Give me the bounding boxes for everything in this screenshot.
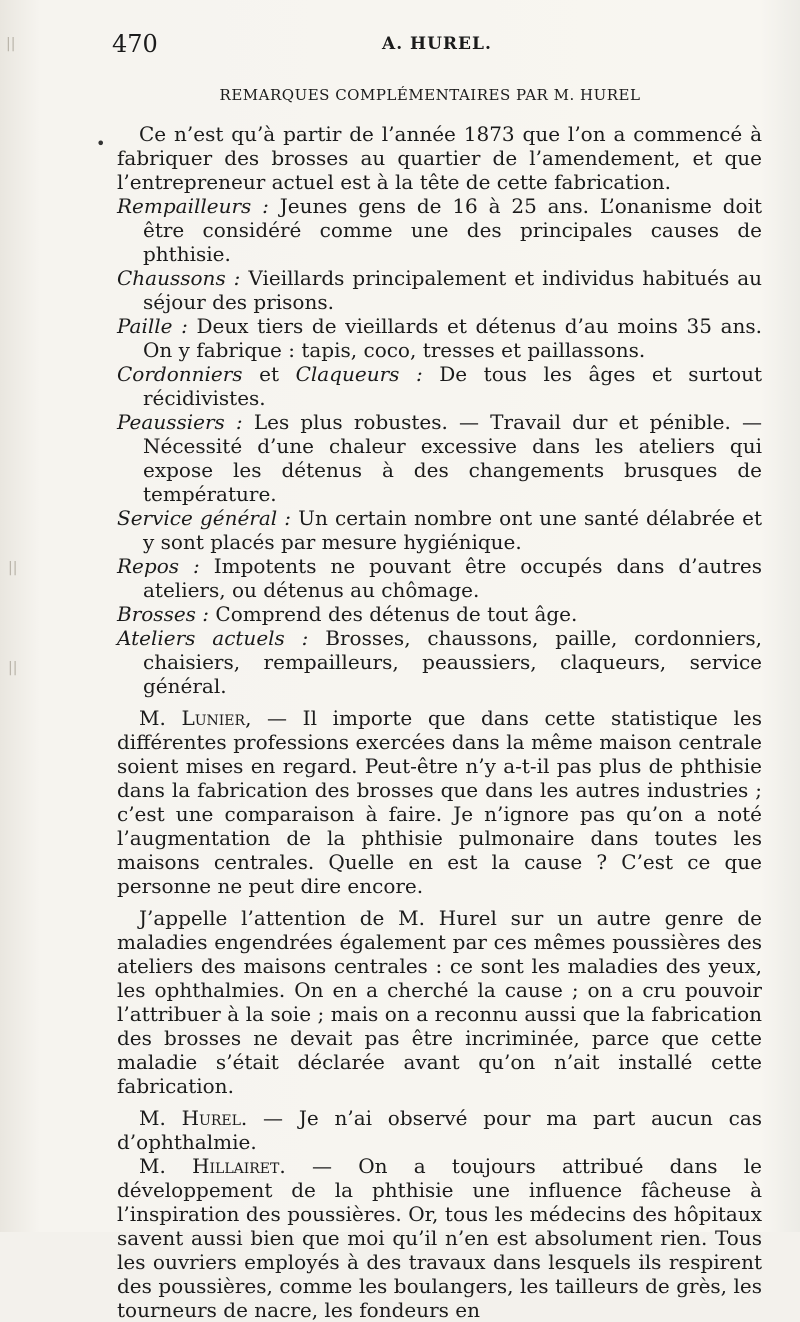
paragraph-lunier (117, 706, 762, 898)
entry-text: Les plus robustes. — Travail dur et pénible. — Nécessité d’une chaleur excessive dans les ateliers qui expose les détenus à des changements brusques de température. (143, 410, 762, 506)
speaker-name: M. Hurel. (139, 1106, 248, 1130)
entry-text: Un certain nombre ont une santé délabrée et y sont placés par mesure hygiénique. (143, 506, 763, 554)
entry-term: Paille : (117, 314, 188, 338)
entry-connector: et (242, 362, 296, 386)
entry-term: Claqueurs : (295, 362, 423, 386)
speaker-name: M. Hillairet. (139, 1154, 286, 1178)
entry-paille (117, 314, 762, 362)
paragraph-text: J’appelle l’attention de M. Hurel sur un autre genre de maladies engendrées également par ces mêmes poussières des ateliers des maisons centrales : ce sont les maladies des yeux, les ophthalmies. On en a cherché la cause ; on a cru pouvoir l’attribuer à la soie ; mais on a reconnu aussi que la fabrication des brosses ne devait pas être incriminée, parce que cette maladie s’était déclarée avant qu’on n’ait installé cette fabrication. (117, 906, 762, 1098)
entry-repos (117, 554, 762, 602)
entry-term: Peaussiers : (117, 410, 243, 434)
page-body (117, 122, 762, 1322)
entry-text: Deux tiers de vieillards et détenus d’au moins 35 ans. On y fabrique : tapis, coco, tresses et paillassons. (143, 314, 762, 362)
paragraph-hurel (117, 1106, 762, 1154)
entry-brosses (117, 602, 762, 626)
entry-text: De tous les âges et surtout récidivistes. (143, 362, 763, 410)
entry-peaussiers (117, 410, 762, 506)
section-title: REMARQUES COMPLÉMENTAIRES PAR M. HUREL (219, 86, 641, 104)
entry-term: Service général : (117, 506, 292, 530)
entry-rempailleurs (117, 194, 762, 266)
page-number: 470 (112, 30, 158, 58)
entry-ateliers-actuels (117, 626, 762, 698)
entry-term: Repos : (117, 554, 200, 578)
page-header (112, 30, 760, 60)
entry-text: Brosses, chaussons, paille, cordonniers, chaisiers, rempailleurs, peaussiers, claqueurs, service général. (143, 626, 762, 698)
entry-cordonniers (117, 362, 762, 410)
margin-mark: || (6, 36, 16, 52)
entry-term: Brosses : (117, 602, 210, 626)
paragraph-hillairet (117, 1154, 762, 1322)
paragraph-text: — Je n’ai observé pour ma part aucun cas d’ophthalmie. (117, 1106, 762, 1154)
entry-text: Vieillards principalement et individus habitués au séjour des prisons. (143, 266, 762, 314)
entry-term: Rempailleurs : (117, 194, 269, 218)
entry-term: Ateliers actuels : (117, 626, 309, 650)
entry-text: Jeunes gens de 16 à 25 ans. L’onanisme doit être considéré comme une des principales causes de phthisie. (143, 194, 762, 266)
paragraph-attention (117, 906, 762, 1098)
paragraph-text: — Il importe que dans cette statistique les différentes professions exercées dans la même maison centrale soient mises en regard. Peut-être n’y a-t-il pas plus de phthisie dans la fabrication des brosses que dans les autres industries ; c’est une comparaison à faire. Je n’ignore pas qu’on a noté l’augmentation de la phthisie pulmonaire dans toutes les maisons centrales. Quelle en est la cause ? C’est ce que personne ne peut dire encore. (117, 706, 762, 898)
entry-term: Chaussons : (117, 266, 241, 290)
entry-text: Impotents ne pouvant être occupés dans d’autres ateliers, ou détenus au chômage. (143, 554, 762, 602)
entry-text: Comprend des détenus de tout âge. (215, 602, 578, 626)
entry-term: Cordonniers (117, 362, 243, 386)
margin-mark: || (8, 660, 18, 676)
running-head: A. HUREL. (382, 34, 492, 54)
bullet-mark: • (96, 134, 106, 153)
speaker-name: M. Lunier, (139, 706, 252, 730)
margin-mark: || (8, 560, 18, 576)
intro-paragraph: Ce n’est qu’à partir de l’année 1873 que l’on a commencé à fabriquer des brosses au quartier de l’amendement, et que l’entrepreneur actuel est à la tête de cette fabrication. (117, 122, 762, 194)
entry-chaussons (117, 266, 762, 314)
paragraph-text: — On a toujours attribué dans le développement de la phthisie une influence fâcheuse à l’inspiration des poussières. Or, tous les médecins des hôpitaux savent aussi bien que moi qu’il n’en est absolument rien. Tous les ouvriers employés à des travaux dans lesquels ils respirent des poussières, comme les boulangers, les tailleurs de grès, les tourneurs de nacre, les fondeurs en (117, 1154, 763, 1322)
entry-service-general (117, 506, 762, 554)
